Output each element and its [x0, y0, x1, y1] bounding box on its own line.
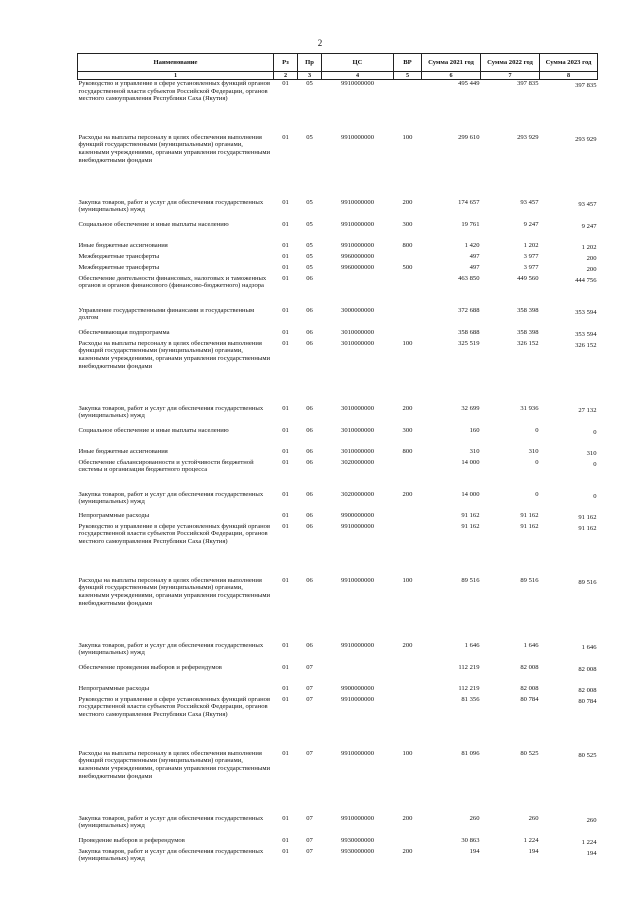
row-sum-2021: 497: [469, 252, 480, 260]
row-sum-2022: 3 977: [523, 263, 539, 271]
row-name: Обеспечение деятельности финансовых, налоговых и таможенных органов и органов финансового (финансово-бюджетного) надзора: [78, 274, 267, 290]
row-rz: 01: [282, 522, 289, 530]
table-row: [78, 642, 598, 664]
row-name: Иные бюджетные ассигнования: [78, 447, 168, 455]
row-sum-2023: [540, 696, 598, 750]
row-name: Руководство и управление в сфере установленных функций органов государственной власти субъектов Российской Федерации, органов местного самоуправления Республики Саха (Якутия): [78, 522, 271, 545]
row-sum-2021: 358 688: [458, 328, 480, 336]
row-vr: 100: [402, 133, 413, 141]
row-sum-2023: [540, 199, 598, 221]
row-cs: 9910000000: [341, 641, 374, 649]
row-sum-2021: 30 863: [461, 836, 480, 844]
row-pr: 06: [306, 339, 313, 347]
row-rz: 01: [282, 328, 289, 336]
row-sum-2023-value: 82 008: [578, 686, 597, 694]
row-pr: 07: [306, 749, 313, 757]
table-row: [78, 815, 598, 837]
row-pr: 06: [306, 328, 313, 336]
header-row: [78, 54, 598, 72]
row-sum-2022: 31 936: [520, 404, 539, 412]
row-rz: 01: [282, 695, 289, 703]
row-sum-2022: 82 008: [520, 663, 539, 671]
row-name: Закупка товаров, работ и услуг для обеспечения государственных (муниципальных) нужд: [78, 490, 264, 506]
row-name: Непрограммные расходы: [78, 684, 150, 692]
row-rz: 01: [282, 274, 289, 282]
row-sum-2022: 91 162: [520, 522, 539, 530]
row-name: Обеспечение проведения выборов и референдумов: [78, 663, 222, 671]
row-rz: 01: [282, 663, 289, 671]
table-row: [78, 275, 598, 307]
column-number: 6: [422, 72, 481, 80]
row-sum-2023-value: 91 162: [578, 513, 597, 521]
row-pr: 06: [306, 522, 313, 530]
row-sum-2023: [540, 512, 598, 523]
row-sum-2023: [540, 815, 598, 837]
row-cs: 9910000000: [341, 241, 374, 249]
row-cs: 3010000000: [341, 404, 374, 412]
row-cs: 9960000000: [341, 252, 374, 260]
row-vr: 200: [402, 814, 413, 822]
row-rz: 01: [282, 220, 289, 228]
row-sum-2023-value: 0: [593, 492, 597, 500]
row-rz: 01: [282, 133, 289, 141]
row-cs: [322, 275, 394, 307]
row-vr: [394, 459, 422, 491]
row-sum-2023-value: 91 162: [578, 524, 597, 532]
row-rz: 01: [282, 263, 289, 271]
row-cs: 3000000000: [341, 306, 374, 314]
row-cs: 3010000000: [341, 328, 374, 336]
row-sum-2023: [540, 837, 598, 848]
row-name: Руководство и управление в сфере установленных функций органов государственной власти субъектов Российской Федерации, органов местного самоуправления Республики Саха (Якутия): [78, 80, 271, 103]
row-pr: 05: [306, 80, 313, 87]
row-sum-2023-value: 200: [586, 254, 597, 262]
table-row: [78, 512, 598, 523]
row-sum-2022: 293 929: [517, 133, 539, 141]
row-sum-2022: 82 008: [520, 684, 539, 692]
row-sum-2023: [540, 264, 598, 275]
row-sum-2022: 326 152: [517, 339, 539, 347]
row-sum-2021: 91 162: [461, 511, 480, 519]
page-number: 2: [317, 38, 323, 48]
row-name: Закупка товаров, работ и услуг для обеспечения государственных (муниципальных) нужд: [78, 847, 264, 863]
row-name: Расходы на выплаты персоналу в целях обеспечения выполнения функций государственными (муниципальными) органами, казенными учреждениями, органами управления государственными внебюджетными фондами: [78, 339, 271, 370]
table-row: [78, 405, 598, 427]
row-pr: 07: [306, 836, 313, 844]
row-sum-2023-value: 93 457: [578, 200, 597, 208]
row-name: Руководство и управление в сфере установленных функций органов государственной власти субъектов Российской Федерации, органов местного самоуправления Республики Саха (Якутия): [78, 695, 271, 718]
row-vr: 100: [402, 339, 413, 347]
row-pr: 06: [306, 274, 313, 282]
row-pr: 06: [306, 306, 313, 314]
row-sum-2023-value: 89 516: [578, 578, 597, 586]
row-sum-2022: 397 835: [517, 80, 539, 87]
row-cs: 9930000000: [341, 836, 374, 844]
row-pr: 07: [306, 847, 313, 855]
row-sum-2022: 358 398: [517, 306, 539, 314]
row-name: Иные бюджетные ассигнования: [78, 241, 168, 249]
row-pr: 07: [306, 814, 313, 822]
row-sum-2023-value: 80 784: [578, 697, 597, 705]
row-sum-2023: [540, 459, 598, 491]
row-sum-2021: 325 519: [458, 339, 480, 347]
column-number: 4: [322, 72, 394, 80]
row-name: Управление государственными финансами и государственным долгом: [78, 306, 255, 322]
row-sum-2021: 81 356: [461, 695, 480, 703]
row-sum-2021: 160: [469, 426, 480, 434]
table-row: [78, 80, 598, 134]
row-name: Расходы на выплаты персоналу в целях обеспечения выполнения функций государственными (муниципальными) органами, казенными учреждениями, органами управления государственными внебюджетными фондами: [78, 576, 271, 607]
row-vr: 200: [402, 847, 413, 855]
row-name: Непрограммные расходы: [78, 511, 150, 519]
row-sum-2021: 310: [469, 447, 480, 455]
row-cs: 9930000000: [341, 847, 374, 855]
row-pr: 06: [306, 641, 313, 649]
row-sum-2021: 1 646: [464, 641, 480, 649]
table-row: [78, 307, 598, 329]
row-vr: 300: [402, 220, 413, 228]
table-row: [78, 329, 598, 340]
row-sum-2021: 112 219: [458, 663, 480, 671]
row-sum-2022: 260: [528, 814, 539, 822]
row-sum-2021: 497: [469, 263, 480, 271]
row-sum-2022: 9 247: [523, 220, 539, 228]
row-sum-2021: 89 516: [461, 576, 480, 584]
row-sum-2023-value: 353 594: [575, 330, 597, 338]
row-pr: 06: [306, 447, 313, 455]
row-sum-2023-value: 27 132: [578, 406, 597, 414]
row-pr: 05: [306, 220, 313, 228]
row-sum-2023: [540, 134, 598, 199]
row-vr: 200: [402, 641, 413, 649]
row-sum-2023: [540, 253, 598, 264]
row-name: Расходы на выплаты персоналу в целях обеспечения выполнения функций государственными (муниципальными) органами, казенными учреждениями, органами управления государственными внебюджетными фондами: [78, 749, 271, 780]
row-pr: 05: [306, 263, 313, 271]
row-sum-2023-value: 80 525: [578, 751, 597, 759]
row-vr: 200: [402, 198, 413, 206]
table-row: [78, 340, 598, 405]
row-sum-2023: [540, 491, 598, 512]
row-rz: 01: [282, 80, 289, 87]
table-row: [78, 427, 598, 448]
header-name: Наименование: [78, 54, 274, 72]
row-vr: [394, 696, 422, 750]
row-sum-2023: [540, 307, 598, 329]
row-sum-2022: 80 525: [520, 749, 539, 757]
row-sum-2021: 194: [469, 847, 480, 855]
row-sum-2023-value: 326 152: [575, 341, 597, 349]
row-cs: 3020000000: [341, 458, 374, 466]
row-cs: 9910000000: [341, 133, 374, 141]
row-rz: 01: [282, 198, 289, 206]
row-sum-2023-value: 293 929: [575, 135, 597, 143]
row-sum-2023-value: 194: [586, 849, 597, 857]
row-sum-2023-value: 1 224: [581, 838, 597, 846]
row-sum-2022: 1 646: [523, 641, 539, 649]
row-vr: 200: [402, 404, 413, 412]
row-pr: 07: [306, 663, 313, 671]
column-number: 8: [540, 72, 598, 80]
row-pr: 05: [306, 133, 313, 141]
header-sum-2021: Сумма 2021 год: [422, 54, 481, 72]
row-vr: [394, 307, 422, 329]
row-vr: [394, 80, 422, 134]
table-row: [78, 221, 598, 242]
column-number: 3: [298, 72, 322, 80]
column-number-row: [78, 72, 598, 80]
row-vr: 300: [402, 426, 413, 434]
row-sum-2021: 19 761: [461, 220, 480, 228]
column-number: 2: [274, 72, 298, 80]
row-rz: 01: [282, 511, 289, 519]
row-sum-2021: 260: [469, 814, 480, 822]
table-row: [78, 696, 598, 750]
row-pr: 07: [306, 695, 313, 703]
row-rz: 01: [282, 241, 289, 249]
table-row: [78, 264, 598, 275]
row-sum-2023: [540, 523, 598, 577]
table-row: [78, 491, 598, 512]
row-rz: 01: [282, 684, 289, 692]
row-sum-2022: 0: [535, 490, 539, 498]
row-sum-2023: [540, 685, 598, 696]
row-sum-2022: 0: [535, 426, 539, 434]
row-sum-2021: 495 449: [458, 80, 480, 87]
row-cs: 9910000000: [341, 220, 374, 228]
table-row: [78, 837, 598, 848]
row-vr: [394, 837, 422, 848]
row-rz: 01: [282, 641, 289, 649]
row-cs: 3010000000: [341, 426, 374, 434]
row-sum-2023-value: 1 202: [581, 243, 597, 251]
row-sum-2023: [540, 340, 598, 405]
row-name: Социальное обеспечение и иные выплаты населению: [78, 220, 229, 228]
row-name: Обеспечение сбалансированности и устойчивости бюджетной системы и организация бюджетного процесса: [78, 458, 254, 474]
row-sum-2021: 463 850: [458, 274, 480, 282]
table-row: [78, 459, 598, 491]
row-vr: [394, 275, 422, 307]
row-sum-2023: [540, 80, 598, 134]
row-sum-2023: [540, 642, 598, 664]
row-cs: 9910000000: [341, 198, 374, 206]
row-vr: 100: [402, 749, 413, 757]
row-sum-2022: 93 457: [520, 198, 539, 206]
row-pr: 05: [306, 198, 313, 206]
row-cs: [322, 664, 394, 685]
header-vr: ВР: [394, 54, 422, 72]
row-vr: [394, 253, 422, 264]
row-sum-2022: 358 398: [517, 328, 539, 336]
row-rz: 01: [282, 749, 289, 757]
row-sum-2021: 14 000: [461, 458, 480, 466]
row-rz: 01: [282, 447, 289, 455]
row-cs: 9910000000: [341, 695, 374, 703]
row-pr: 05: [306, 241, 313, 249]
row-sum-2021: 81 096: [461, 749, 480, 757]
row-cs: 9900000000: [341, 511, 374, 519]
row-sum-2022: 3 977: [523, 252, 539, 260]
row-sum-2022: 80 784: [520, 695, 539, 703]
row-sum-2021: 14 000: [461, 490, 480, 498]
column-number: 7: [481, 72, 540, 80]
row-sum-2022: 91 162: [520, 511, 539, 519]
row-sum-2023: [540, 577, 598, 642]
table-row: [78, 523, 598, 577]
table-row: [78, 848, 598, 868]
table-row: [78, 750, 598, 815]
row-rz: 01: [282, 847, 289, 855]
row-sum-2022: 449 560: [517, 274, 539, 282]
row-pr: 07: [306, 684, 313, 692]
row-sum-2022: 89 516: [520, 576, 539, 584]
budget-table-body: [78, 80, 598, 868]
row-sum-2021: 1 420: [464, 241, 480, 249]
row-sum-2021: 112 219: [458, 684, 480, 692]
table-row: [78, 134, 598, 199]
header-cs: ЦС: [322, 54, 394, 72]
table-row: [78, 664, 598, 685]
row-sum-2021: 372 688: [458, 306, 480, 314]
row-cs: 9900000000: [341, 684, 374, 692]
table-row: [78, 448, 598, 459]
row-rz: 01: [282, 339, 289, 347]
row-sum-2023-value: 200: [586, 265, 597, 273]
row-sum-2023: [540, 750, 598, 815]
row-pr: 05: [306, 252, 313, 260]
row-sum-2023-value: 260: [586, 816, 597, 824]
row-sum-2022: 1 224: [523, 836, 539, 844]
row-sum-2023: [540, 664, 598, 685]
table-row: [78, 685, 598, 696]
row-rz: 01: [282, 426, 289, 434]
row-sum-2023-value: 353 594: [575, 308, 597, 316]
row-sum-2021: 32 699: [461, 404, 480, 412]
row-sum-2023: [540, 242, 598, 253]
row-name: Социальное обеспечение и иные выплаты населению: [78, 426, 229, 434]
row-name: Обеспечивающая подпрограмма: [78, 328, 170, 336]
row-name: Закупка товаров, работ и услуг для обеспечения государственных (муниципальных) нужд: [78, 641, 264, 657]
table-row: [78, 242, 598, 253]
row-vr: [394, 329, 422, 340]
row-cs: 3010000000: [341, 447, 374, 455]
row-sum-2023: [540, 427, 598, 448]
row-rz: 01: [282, 576, 289, 584]
row-sum-2023: [540, 221, 598, 242]
header-sum-2022: Сумма 2022 год: [481, 54, 540, 72]
row-cs: 3020000000: [341, 490, 374, 498]
row-pr: 06: [306, 458, 313, 466]
row-vr: 800: [402, 447, 413, 455]
row-sum-2023: [540, 448, 598, 459]
row-cs: 9910000000: [341, 814, 374, 822]
row-cs: 9910000000: [341, 576, 374, 584]
row-sum-2022: 310: [528, 447, 539, 455]
row-name: Закупка товаров, работ и услуг для обеспечения государственных (муниципальных) нужд: [78, 198, 264, 214]
row-rz: 01: [282, 404, 289, 412]
row-cs: 3010000000: [341, 339, 374, 347]
row-sum-2023-value: 397 835: [575, 82, 597, 89]
row-rz: 01: [282, 458, 289, 466]
row-name: Расходы на выплаты персоналу в целях обеспечения выполнения функций государственными (муниципальными) органами, казенными учреждениями, органами управления государственными внебюджетными фондами: [78, 133, 271, 164]
row-name: Закупка товаров, работ и услуг для обеспечения государственных (муниципальных) нужд: [78, 404, 264, 420]
row-name: Межбюджетные трансферты: [78, 252, 160, 260]
row-rz: 01: [282, 252, 289, 260]
row-pr: 06: [306, 426, 313, 434]
row-name: Закупка товаров, работ и услуг для обеспечения государственных (муниципальных) нужд: [78, 814, 264, 830]
row-rz: 01: [282, 814, 289, 822]
row-cs: 9910000000: [341, 749, 374, 757]
budget-table: [77, 53, 598, 868]
row-sum-2022: 0: [535, 458, 539, 466]
row-sum-2023-value: 444 756: [575, 276, 597, 284]
row-sum-2023-value: 0: [593, 460, 597, 468]
row-vr: [394, 664, 422, 685]
row-cs: 9960000000: [341, 263, 374, 271]
row-vr: [394, 512, 422, 523]
row-vr: [394, 685, 422, 696]
row-vr: 100: [402, 576, 413, 584]
row-pr: 06: [306, 404, 313, 412]
row-sum-2023: [540, 275, 598, 307]
row-pr: 06: [306, 511, 313, 519]
row-sum-2021: 174 657: [458, 198, 480, 206]
row-rz: 01: [282, 306, 289, 314]
row-rz: 01: [282, 836, 289, 844]
row-vr: 200: [402, 490, 413, 498]
row-sum-2023-value: 0: [593, 428, 597, 436]
table-row: [78, 253, 598, 264]
row-sum-2022: 194: [528, 847, 539, 855]
row-sum-2022: 1 202: [523, 241, 539, 249]
row-name: Проведение выборов и референдумов: [78, 836, 185, 844]
row-vr: 800: [402, 241, 413, 249]
row-pr: 06: [306, 576, 313, 584]
row-sum-2023: [540, 405, 598, 427]
row-sum-2021: 91 162: [461, 522, 480, 530]
row-pr: 06: [306, 490, 313, 498]
row-cs: 9910000000: [341, 522, 374, 530]
row-sum-2023: [540, 848, 598, 868]
column-number: 1: [78, 72, 274, 80]
row-sum-2023-value: 9 247: [581, 222, 597, 230]
row-sum-2023-value: 1 646: [581, 643, 597, 651]
header-sum-2023: Сумма 2023 год: [540, 54, 598, 72]
row-name: Межбюджетные трансферты: [78, 263, 160, 271]
row-sum-2023-value: 310: [586, 449, 597, 457]
header-pr: Пр: [298, 54, 322, 72]
row-cs: 9910000000: [341, 80, 374, 87]
header-rz: Рз: [274, 54, 298, 72]
table-row: [78, 577, 598, 642]
row-vr: [394, 523, 422, 577]
row-sum-2023: [540, 329, 598, 340]
row-sum-2021: 299 610: [458, 133, 480, 141]
table-row: [78, 199, 598, 221]
row-vr: 500: [402, 263, 413, 271]
row-rz: 01: [282, 490, 289, 498]
column-number: 5: [394, 72, 422, 80]
row-sum-2023-value: 82 008: [578, 665, 597, 673]
